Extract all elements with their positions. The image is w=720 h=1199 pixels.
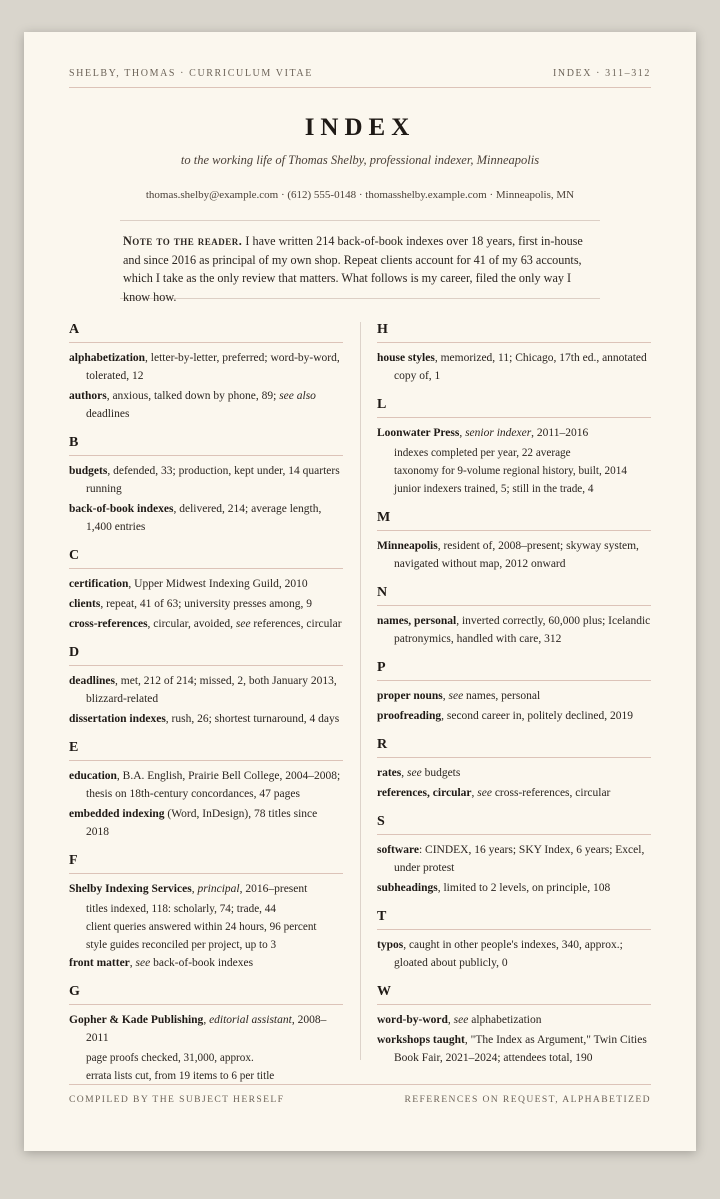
- running-head-left: SHELBY, THOMAS · CURRICULUM VITAE: [69, 68, 313, 79]
- entry-locators: [448, 1014, 542, 1026]
- entry-heading: references, circular: [377, 787, 472, 799]
- index-entry: [377, 784, 651, 802]
- index-subentry: indexes completed per year, 22 average: [394, 447, 571, 459]
- entry-text: back-of-book indexes: [150, 957, 254, 969]
- entry-heading: Loonwater Press: [377, 427, 460, 439]
- entry-locators: [128, 578, 307, 590]
- index-entry: [69, 672, 343, 708]
- entry-text: , inverted correctly, 60,000 plus; Icelandic patronymics, handled with care, 312: [394, 615, 651, 645]
- running-head: [69, 68, 651, 88]
- section-letter: P: [377, 660, 651, 681]
- index-section-m: [377, 510, 651, 573]
- index-section-w: [377, 984, 651, 1067]
- cv-page: [24, 32, 696, 1151]
- index-entry: [69, 387, 343, 423]
- index-entry: [377, 841, 651, 877]
- entry-locators: [441, 710, 633, 722]
- entry-text: references, circular: [250, 618, 342, 630]
- page-subtitle: to the working life of Thomas Shelby, professional indexer, Minneapolis: [180, 153, 540, 167]
- index-entry: [377, 764, 651, 782]
- entry-text: ,: [203, 1014, 210, 1026]
- index-section-c: [69, 548, 343, 633]
- entry-heading: budgets: [69, 465, 108, 477]
- section-letter: T: [377, 909, 651, 930]
- entry-text: , caught in other people's indexes, 340, approx.; gloated about publicly, 0: [394, 939, 623, 969]
- entry-locators: [86, 390, 316, 420]
- section-letter: M: [377, 510, 651, 531]
- section-letter: S: [377, 814, 651, 835]
- entry-heading: proper nouns: [377, 690, 443, 702]
- index-entry: [69, 1011, 343, 1047]
- entry-text: , B.A. English, Prairie Bell College, 2004–2008; thesis on 18th-century concordances, 47 pages: [86, 770, 341, 800]
- section-letter: E: [69, 740, 343, 761]
- entry-locators: [438, 882, 610, 894]
- index-entry: [377, 1031, 651, 1067]
- entry-text: , anxious, talked down by phone, 89;: [106, 390, 280, 402]
- index-entry: [69, 595, 343, 613]
- section-letter: F: [69, 853, 343, 874]
- index-entry: [69, 954, 343, 972]
- entry-locators: [148, 618, 342, 630]
- entry-text: , repeat, 41 of 63; university presses among, 9: [100, 598, 313, 610]
- section-letter: W: [377, 984, 651, 1005]
- note-to-reader: [120, 220, 600, 304]
- index-entry: [377, 612, 651, 648]
- entry-heading: alphabetization: [69, 352, 146, 364]
- entry-heading: workshops taught: [377, 1034, 465, 1046]
- entry-heading: authors: [69, 390, 107, 402]
- section-letter: B: [69, 435, 343, 456]
- index-section-h: [377, 322, 651, 385]
- entry-locators: [86, 770, 340, 800]
- entry-locators: [443, 690, 540, 702]
- entry-heading: certification: [69, 578, 129, 590]
- index-subentry: client queries answered within 24 hours, 96 percent: [86, 921, 317, 933]
- entry-heading: deadlines: [69, 675, 116, 687]
- entry-text: ,: [401, 767, 408, 779]
- entry-locators: [86, 465, 340, 495]
- entry-text: ,: [447, 1014, 454, 1026]
- index-section-e: [69, 740, 343, 841]
- entry-heading: names, personal: [377, 615, 457, 627]
- entry-text: names, personal: [463, 690, 541, 702]
- entry-text: , resident of, 2008–present; skyway system, navigated without map, 2012 onward: [394, 540, 639, 570]
- entry-text: ,: [129, 957, 136, 969]
- entry-text: (Word, InDesign), 78 titles since 2018: [86, 808, 318, 838]
- entry-italic-text: see also: [279, 390, 316, 402]
- entry-text: , limited to 2 levels, on principle, 108: [437, 882, 611, 894]
- entry-locators: [166, 713, 339, 725]
- entry-italic-text: senior indexer: [465, 427, 532, 439]
- entry-italic-text: see: [235, 618, 251, 630]
- entry-italic-text: see: [477, 787, 492, 799]
- index-section-d: [69, 645, 343, 728]
- entry-text: ,: [471, 787, 478, 799]
- index-section-l: [377, 397, 651, 498]
- section-letter: L: [377, 397, 651, 418]
- footer-right: REFERENCES ON REQUEST, ALPHABETIZED: [404, 1094, 651, 1105]
- entry-heading: proofreading: [377, 710, 442, 722]
- running-head-right: INDEX · 311–312: [552, 68, 651, 79]
- entry-text: , 2016–present: [239, 883, 308, 895]
- entry-locators: [401, 767, 460, 779]
- entry-heading: back-of-book indexes: [69, 503, 174, 515]
- entry-text: budgets: [421, 767, 461, 779]
- index-entry: [377, 349, 651, 385]
- entry-heading: typos: [377, 939, 404, 951]
- index-entry: [377, 1011, 651, 1029]
- note-text: I have written 214 back-of-book indexes over 18 years, first in-house and since 2016 as principal of my own shop. Repeat clients account for 41 of my 63 accounts, which I take as the only review that matters. What follows is my career, filed the only way I know how.: [123, 234, 583, 304]
- entry-locators: [100, 598, 312, 610]
- entry-italic-text: principal: [197, 883, 240, 895]
- index-section-p: [377, 660, 651, 725]
- index-entry: [377, 537, 651, 573]
- entry-heading: house styles: [377, 352, 435, 364]
- index-entry: [377, 687, 651, 705]
- entry-italic-text: see: [448, 690, 464, 702]
- page-footer: [69, 1084, 651, 1106]
- entry-heading: rates: [377, 767, 402, 779]
- index-subentry: errata lists cut, from 19 items to 6 per title: [86, 1070, 275, 1082]
- index-section-f: [69, 853, 343, 972]
- index-section-n: [377, 585, 651, 648]
- entry-text: , circular, avoided,: [147, 618, 236, 630]
- entry-locators: [459, 427, 588, 439]
- entry-locators: [86, 675, 337, 705]
- entry-heading: word-by-word: [377, 1014, 448, 1026]
- entry-text: alphabetization: [468, 1014, 542, 1026]
- entry-text: ,: [442, 690, 449, 702]
- entry-heading: Gopher & Kade Publishing: [69, 1014, 204, 1026]
- entry-italic-text: editorial assistant: [209, 1014, 292, 1026]
- entry-heading: dissertation indexes: [69, 713, 166, 725]
- entry-text: , letter-by-letter, preferred; word-by-word, tolerated, 12: [86, 352, 340, 382]
- entry-locators: [192, 883, 308, 895]
- entry-heading: education: [69, 770, 117, 782]
- entry-locators: [472, 787, 611, 799]
- index-entry: [69, 349, 343, 385]
- index-entry: [377, 707, 651, 725]
- entry-italic-text: see: [407, 767, 422, 779]
- index-entry: [377, 936, 651, 972]
- footer-left: COMPILED BY THE SUBJECT HERSELF: [69, 1094, 285, 1105]
- entry-text: , memorized, 11; Chicago, 17th ed., annotated copy of, 1: [394, 352, 647, 382]
- section-letter: N: [377, 585, 651, 606]
- index-section-s: [377, 814, 651, 897]
- entry-heading: Minneapolis: [377, 540, 438, 552]
- section-letter: A: [69, 322, 343, 343]
- note-lead: Note to the reader.: [123, 234, 243, 248]
- entry-text: , met, 212 of 214; missed, 2, both January 2013, blizzard-related: [86, 675, 337, 705]
- index-subentry: taxonomy for 9-volume regional history, built, 2014: [394, 465, 627, 477]
- section-letter: H: [377, 322, 651, 343]
- section-letter: C: [69, 548, 343, 569]
- index-section-t: [377, 909, 651, 972]
- entry-text: , delivered, 214; average length, 1,400 entries: [86, 503, 322, 533]
- index-entry: [69, 575, 343, 593]
- entry-text: ,: [191, 883, 198, 895]
- index-entry: [69, 615, 343, 633]
- index-entry: [69, 500, 343, 536]
- entry-text: , rush, 26; shortest turnaround, 4 days: [165, 713, 340, 725]
- index-entry: [377, 879, 651, 897]
- entry-heading: front matter: [69, 957, 130, 969]
- entry-text: , 2008–2011: [86, 1014, 327, 1044]
- index-column-right: [377, 322, 651, 1079]
- index-entry: [69, 710, 343, 728]
- entry-heading: embedded indexing: [69, 808, 165, 820]
- entry-heading: subheadings: [377, 882, 438, 894]
- entry-heading: software: [377, 844, 419, 856]
- page-title: INDEX: [304, 114, 416, 141]
- index-entry: [69, 767, 343, 803]
- entry-locators: [130, 957, 253, 969]
- index-entry: [377, 424, 651, 442]
- index-entry: [69, 805, 343, 841]
- index-column-left: [69, 322, 343, 1097]
- entry-italic-text: see: [135, 957, 151, 969]
- entry-text: , 2011–2016: [531, 427, 589, 439]
- entry-heading: Shelby Indexing Services: [69, 883, 192, 895]
- entry-text: deadlines: [86, 408, 130, 420]
- index-subentry: junior indexers trained, 5; still in the trade, 4: [394, 483, 594, 495]
- index-subentry: titles indexed, 118: scholarly, 74; trade, 44: [86, 903, 276, 915]
- index-entry: [69, 462, 343, 498]
- entry-italic-text: see: [453, 1014, 469, 1026]
- column-divider: [360, 322, 361, 1060]
- entry-locators: [394, 844, 644, 874]
- index-section-g: [69, 984, 343, 1085]
- section-letter: R: [377, 737, 651, 758]
- entry-text: , defended, 33; production, kept under, 14 quarters running: [86, 465, 340, 495]
- index-subentry: page proofs checked, 31,000, approx.: [86, 1052, 254, 1064]
- entry-text: , Upper Midwest Indexing Guild, 2010: [128, 578, 308, 590]
- entry-text: cross-references, circular: [491, 787, 611, 799]
- index-section-b: [69, 435, 343, 536]
- index-subentry: style guides reconciled per project, up to 3: [86, 939, 277, 951]
- index-section-a: [69, 322, 343, 423]
- index-entry: [69, 880, 343, 898]
- entry-text: , "The Index as Argument," Twin Cities Book Fair, 2021–2024; attendees total, 190: [394, 1034, 647, 1064]
- entry-text: , second career in, politely declined, 2019: [441, 710, 634, 722]
- entry-text: ,: [459, 427, 466, 439]
- contact-line: thomas.shelby@example.com · (612) 555-0148 · thomasshelby.example.com · Minneapolis, MN: [145, 189, 575, 201]
- entry-locators: [394, 939, 623, 969]
- entry-text: : CINDEX, 16 years; SKY Index, 6 years; Excel, under protest: [394, 844, 645, 874]
- entry-heading: clients: [69, 598, 101, 610]
- section-letter: D: [69, 645, 343, 666]
- index-section-r: [377, 737, 651, 802]
- entry-heading: cross-references: [69, 618, 148, 630]
- section-letter: G: [69, 984, 343, 1005]
